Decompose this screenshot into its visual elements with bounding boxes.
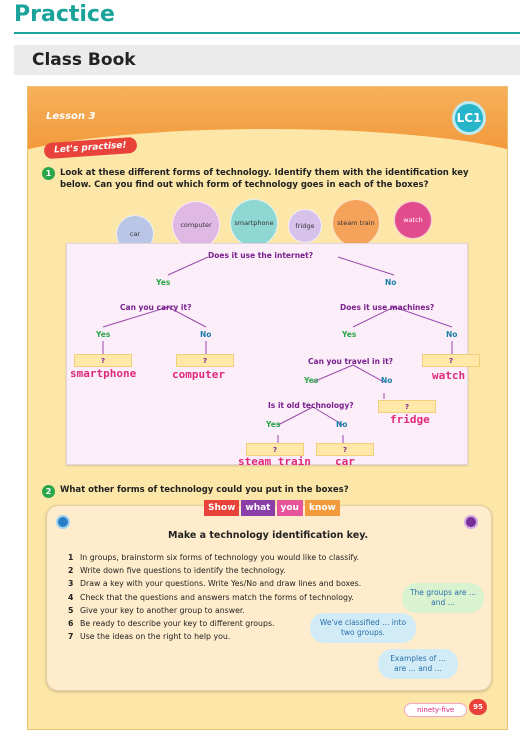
step-1 xyxy=(68,551,361,564)
key-question-internet: Does it use the internet? xyxy=(208,251,314,260)
tech-circle-fridge: fridge xyxy=(288,209,322,243)
step-1-text: In groups, brainstorm six forms of technology you would like to classify. xyxy=(80,553,360,562)
question-2-number: 2 xyxy=(42,485,55,498)
speech-bubble-examples: Examples of ... are ... and ... xyxy=(378,649,458,679)
step-2-text: Write down five questions to identify the technology. xyxy=(80,566,286,576)
key-question-old: Is it old technology? xyxy=(268,401,354,410)
step-2-number: 2 xyxy=(68,566,74,576)
question-1-number: 1 xyxy=(42,167,55,180)
step-4-number: 4 xyxy=(68,592,74,602)
key-yes-machines: Yes xyxy=(342,330,357,339)
answer-box-fridge: ? xyxy=(378,400,436,413)
step-5-text: Give your key to another group to answer. xyxy=(80,605,245,615)
step-1-number: 1 xyxy=(68,553,74,562)
class-book-bar xyxy=(14,45,520,75)
question-2-text: What other forms of technology could you put in the boxes? xyxy=(60,485,349,495)
answer-fridge: fridge xyxy=(390,413,430,426)
step-4-text: Check that the questions and answers match the forms of technology. xyxy=(80,592,354,602)
tech-circle-watch: watch xyxy=(394,201,432,239)
skb-title: Make a technology identification key. xyxy=(168,530,369,541)
question-1-line-1: Look at these different forms of technology. Identify them with the identification key xyxy=(60,168,469,178)
step-7-text: Use the ideas on the right to help you. xyxy=(80,632,231,642)
answer-computer: computer xyxy=(172,368,225,381)
answer-box-steam-train: ? xyxy=(246,443,304,456)
answer-box-computer: ? xyxy=(176,354,234,367)
answer-box-smartphone: ? xyxy=(74,354,132,367)
key-no-travel: No xyxy=(381,376,393,385)
page-word-label: ninety-five xyxy=(404,703,467,717)
answer-smartphone: smartphone xyxy=(70,367,137,380)
answer-box-car: ? xyxy=(316,443,374,456)
class-book-title: Class Book xyxy=(32,50,136,70)
speech-bubble-classified: We've classified ... into two groups. xyxy=(310,613,416,643)
key-question-carry: Can you carry it? xyxy=(120,303,192,312)
key-yes-internet: Yes xyxy=(156,278,171,287)
tech-circle-computer: computer xyxy=(172,201,220,249)
key-yes-old: Yes xyxy=(266,420,281,429)
step-5-number: 5 xyxy=(68,605,74,615)
key-question-travel: Can you travel in it? xyxy=(308,357,394,366)
answer-car: car xyxy=(335,455,355,468)
book-page xyxy=(27,86,508,730)
key-no-carry: No xyxy=(200,330,212,339)
lesson-label: Lesson 3 xyxy=(46,111,96,122)
speech-bubble-groups: The groups are ... and ... xyxy=(402,583,484,613)
banner-what: what xyxy=(241,500,274,516)
step-3 xyxy=(68,577,361,590)
step-3-text: Draw a key with your questions. Write Yes/No and draw lines and boxes. xyxy=(80,579,362,589)
step-6-text: Be ready to describe your key to different groups. xyxy=(80,619,275,629)
show-what-you-know-banner xyxy=(204,500,340,516)
key-no-internet: No xyxy=(385,278,397,287)
answer-watch: watch xyxy=(432,369,466,382)
tech-circle-car: car xyxy=(116,215,154,253)
tech-circle-smartphone: smartphone xyxy=(230,199,278,247)
tech-circle-steam-train: steam train xyxy=(332,199,380,247)
answer-steam-train: steam train xyxy=(238,455,311,468)
page-number: 95 xyxy=(469,699,487,715)
banner-know: know xyxy=(305,500,340,516)
lets-practise-label: Let's practise! xyxy=(44,137,138,159)
practice-heading: Practice xyxy=(14,2,115,27)
answer-box-watch: ? xyxy=(422,354,480,367)
step-7-number: 7 xyxy=(68,632,74,642)
step-2 xyxy=(68,564,361,577)
step-4 xyxy=(68,591,361,604)
lc-badge: LC1 xyxy=(452,101,486,135)
blue-pin-icon xyxy=(56,515,70,529)
key-yes-travel: Yes xyxy=(304,376,319,385)
key-no-machines: No xyxy=(446,330,458,339)
step-3-number: 3 xyxy=(68,579,74,589)
key-no-old: No xyxy=(336,420,348,429)
question-1-line-2: below. Can you find out which form of technology goes in each of the boxes? xyxy=(60,180,429,190)
key-question-machines: Does it use machines? xyxy=(340,303,435,312)
key-yes-carry: Yes xyxy=(96,330,111,339)
banner-you: you xyxy=(277,500,303,516)
step-6-number: 6 xyxy=(68,619,74,629)
title-rule xyxy=(14,32,520,34)
purple-pin-icon xyxy=(464,515,478,529)
banner-show: Show xyxy=(204,500,239,516)
